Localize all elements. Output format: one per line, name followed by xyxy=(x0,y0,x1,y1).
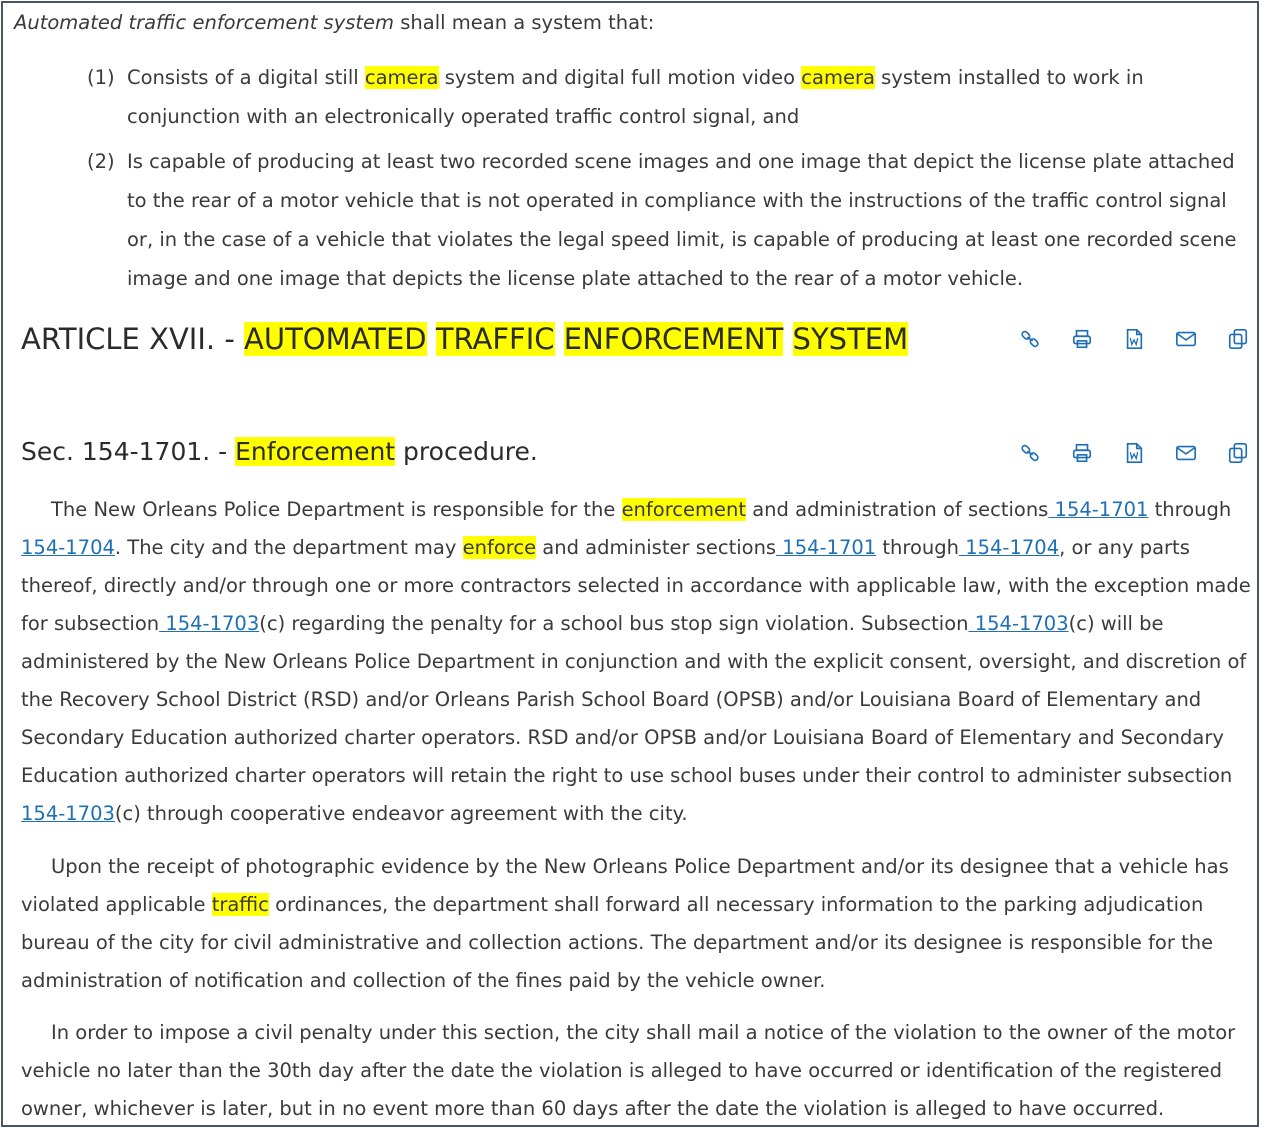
print-icon[interactable] xyxy=(1069,326,1095,352)
definition-intro xyxy=(14,9,654,37)
search-highlight: camera xyxy=(801,66,875,89)
definition-item xyxy=(87,142,1257,298)
section-link[interactable]: 154-1704 xyxy=(21,536,115,559)
text-run: through xyxy=(1148,498,1232,521)
email-icon[interactable] xyxy=(1173,440,1199,466)
section-link[interactable]: 154-1704 xyxy=(959,536,1060,559)
heading-highlight-word: Enforcement xyxy=(235,437,396,466)
text-run: (c) regarding the penalty for a school bus stop sign violation. Subsection xyxy=(259,612,969,635)
definition-number: (1) xyxy=(87,66,115,89)
search-highlight: traffic xyxy=(211,893,269,916)
article-toolbar xyxy=(1017,326,1251,352)
email-icon[interactable] xyxy=(1173,326,1199,352)
heading-highlight-word: ENFORCEMENT xyxy=(563,322,784,356)
text-run: (c) through cooperative endeavor agreement with the city. xyxy=(114,802,688,825)
text-run: and administration of sections xyxy=(746,498,1049,521)
article-heading-prefix: ARTICLE XVII. - xyxy=(21,322,245,356)
search-highlight: camera xyxy=(364,66,439,89)
section-heading xyxy=(21,433,538,471)
section-toolbar xyxy=(1017,440,1251,466)
section-link[interactable]: 154-1701 xyxy=(1048,498,1149,521)
section-heading-prefix: Sec. 154-1701. - xyxy=(21,437,236,466)
definition-text xyxy=(127,58,1257,136)
text-run: . The city and the department may xyxy=(114,536,463,559)
word-doc-icon[interactable] xyxy=(1121,440,1147,466)
text-run: Upon the receipt of photographic evidence by the New Orleans Police Department and/or its designee that a vehicle has violated applicable xyxy=(21,855,1229,916)
text-run: In order to impose a civil penalty under this section, the city shall mail a notice of the violation to the owner of the motor vehicle no later than the 30th day after the date the violation is alleged to have occurred or identification of the registered owner, whichever is later, but in no event more than 60 days after the date the violation is alleged to have occurred. xyxy=(21,1021,1236,1120)
definition-number: (2) xyxy=(87,150,115,173)
search-highlight: enforcement xyxy=(621,498,747,521)
text-run: ordinances, the department shall forward all necessary information to the parking adjudication bureau of the city for civil administrative and collection actions. The department and/or its designee is responsible for the administration of notification and collection of the fines paid by the vehicle owner. xyxy=(21,893,1214,992)
link-icon[interactable] xyxy=(1017,326,1043,352)
defined-term: Automated traffic enforcement system xyxy=(14,11,395,34)
text-run: and administer sections xyxy=(536,536,777,559)
text-run: Is capable of producing at least two recorded scene images and one image that depict the license plate attached to the rear of a motor vehicle that is not operated in compliance with the instructions of the traffic control signal or, in the case of a vehicle that violates the legal speed limit, is capable of producing at least one recorded scene image and one image that depicts the license plate attached to the rear of a motor vehicle. xyxy=(127,150,1237,290)
heading-highlight-word: TRAFFIC xyxy=(435,322,555,356)
section-link[interactable]: 154-1703 xyxy=(21,802,115,825)
document-frame xyxy=(1,1,1259,1127)
search-highlight: enforce xyxy=(462,536,537,559)
text-run: (c) will be administered by the New Orleans Police Department in conjunction and with the explicit consent, oversight, and discretion of the Recovery School District (RSD) and/or Orleans Parish School Board (OPSB) and/or Louisiana Board of Elementary and Secondary Education authorized charter operators. RSD and/or OPSB and/or Louisiana Board of Elementary and Secondary Education authorized charter operators will retain the right to use school buses under their control to administer subsection xyxy=(21,612,1247,787)
link-icon[interactable] xyxy=(1017,440,1043,466)
section-heading-suffix: procedure. xyxy=(395,437,538,466)
text-run: through xyxy=(876,536,960,559)
definition-item xyxy=(87,58,1257,136)
text-run: Consists of a digital still xyxy=(127,66,365,89)
copy-icon[interactable] xyxy=(1225,440,1251,466)
section-link[interactable]: 154-1703 xyxy=(159,612,260,635)
text-run: system installed to work in conjunction with an electronically operated traffic control signal, and xyxy=(127,66,1144,128)
body-paragraph xyxy=(21,848,1251,1000)
definition-lead: shall mean a system that: xyxy=(394,11,655,34)
body-paragraph xyxy=(21,1014,1251,1127)
print-icon[interactable] xyxy=(1069,440,1095,466)
text-run: The New Orleans Police Department is responsible for the xyxy=(51,498,622,521)
section-link[interactable]: 154-1703 xyxy=(968,612,1069,635)
body-paragraph xyxy=(21,491,1251,833)
definition-text xyxy=(127,142,1257,298)
word-doc-icon[interactable] xyxy=(1121,326,1147,352)
text-run: , or any parts thereof, directly and/or through one or more contractors selected in accordance with applicable law, with the exception made for subsection xyxy=(21,536,1251,635)
section-link[interactable]: 154-1701 xyxy=(776,536,877,559)
heading-highlight-word: SYSTEM xyxy=(792,322,909,356)
heading-highlight-word: AUTOMATED xyxy=(244,322,427,356)
text-run: system and digital full motion video xyxy=(438,66,802,89)
article-heading xyxy=(21,317,908,361)
copy-icon[interactable] xyxy=(1225,326,1251,352)
